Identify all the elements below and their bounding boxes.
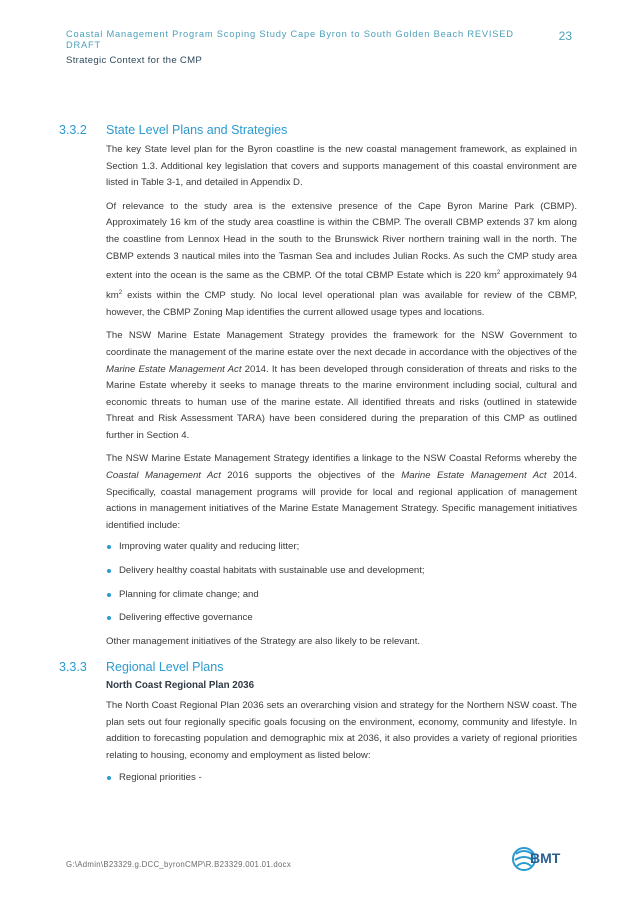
list-item: Delivery healthy coastal habitats with sustainable use and development;	[106, 563, 577, 580]
paragraph-regional-plan: The North Coast Regional Plan 2036 sets an overarching vision and strategy for the Northern NSW coast. The plan sets out four regionally specific goals focusing on the environment, economy, community and lifestyle. In addition to forecasting population and demographic mix at 2036, it also provides a variety of regional priorities relating to housing, economy and employment as listed below:	[106, 700, 577, 761]
section-heading-3-3-2	[59, 123, 287, 137]
file-path: G:\Admin\B23329.g.DCC_byronCMP\R.B23329.001.01.docx	[66, 860, 292, 869]
list-item: Regional priorities -	[106, 770, 577, 787]
paragraph-cbmp: Of relevance to the study area is the extensive presence of the Cape Byron Marine Park (CBMP). Approximately 16 km of the study area coastline is within the CBMP. The overall CBMP extends 37 km along the coastline from Lennox Head in the south to the Brunswick River northern training wall in the north. The CBMP extends 3 nautical miles into the Tasman Sea and includes Julian Rocks. As such the CMP study area extent into the ocean is the same as the CBMP. Of the total CBMP Estate which is 220 $km^2$ approximately 94 $km^2$ exists within the CMP study. No local level operational plan was available for review of the CBMP, however, the CBMP Zoning Map identifies the current allowed usage types and locations.	[106, 200, 577, 318]
chapter-title: Strategic Context for the CMP	[66, 55, 203, 66]
regional-priorities-list	[106, 770, 577, 787]
section-title: Regional Level Plans	[106, 660, 224, 674]
subheading: North Coast Regional Plan 2036	[106, 680, 255, 691]
page-header	[66, 29, 586, 66]
page-number: 23	[558, 29, 572, 43]
section-3-3-2-body	[106, 142, 577, 650]
section-heading-3-3-3	[59, 660, 223, 674]
list-item: Planning for climate change; and	[106, 587, 577, 604]
list-item: Improving water quality and reducing litter;	[106, 539, 577, 556]
section-number: 3.3.2	[59, 123, 87, 137]
section-title: State Level Plans and Strategies	[106, 123, 288, 137]
paragraph-marine-strategy: The NSW Marine Estate Management Strategy provides the framework for the NSW Government to coordinate the management of the marine estate over the next decade in accordance with the objectives of the Marine Estate Management Act 2014. It has been developed through consideration of threats and risks to the Marine Estate whereby it seeks to manage threats to the marine environment including social, cultural and economic threats to human use of the marine estate. All identified threats and risks (outlined in statewide Threat and Risk Assessment TARA) have been considered during the preparation of this CMP as outlined further in Section 4.	[106, 330, 577, 441]
initiatives-list	[106, 539, 577, 626]
paragraph-coastal-reforms: The NSW Marine Estate Management Strategy identifies a linkage to the NSW Coastal Reforms whereby the Coastal Management Act 2016 supports the objectives of the Marine Estate Management Act 2014. Specifically, coastal management programs will provide for local and regional application of management actions in management initiatives of the Marine Estate Management Strategy. Specific management initiatives identified include:	[106, 453, 577, 531]
paragraph-closing: Other management initiatives of the Strategy are also likely to be relevant.	[106, 635, 421, 647]
logo-text: BMT	[530, 850, 561, 866]
document-title: Coastal Management Program Scoping Study Cape Byron to South Golden Beach REVISED DRAFT	[66, 29, 514, 50]
list-item: Delivering effective governance	[106, 610, 577, 627]
section-number: 3.3.3	[59, 660, 87, 674]
paragraph-framework: The key State level plan for the Byron coastline is the new coastal management framework, as explained in Section 1.3. Additional key legislation that covers and supports management of this coastal environment are listed in Table 3-1, and detailed in Appendix D.	[106, 144, 577, 189]
section-3-3-3-body	[106, 680, 577, 787]
